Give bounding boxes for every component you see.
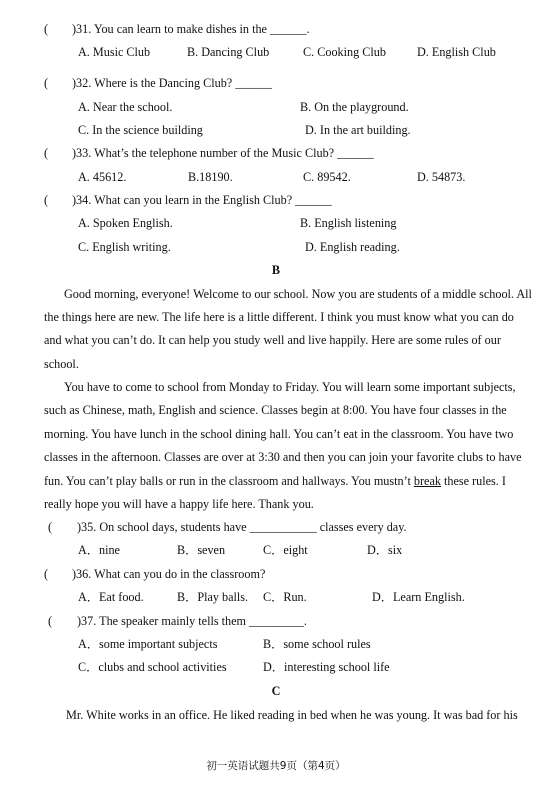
option-32-b: B. On the playground.	[300, 100, 409, 114]
option-35-b: B．seven	[177, 543, 226, 557]
option-32-c: C. In the science building	[78, 123, 203, 137]
option-31-d: D. English Club	[417, 45, 496, 59]
answer-paren-35: (	[48, 520, 53, 534]
option-34-b: B. English listening	[300, 216, 397, 230]
passage-b-line	[44, 474, 506, 488]
option-35-c: C．eight	[263, 543, 308, 557]
answer-paren-31: (	[44, 22, 49, 36]
option-34-a: A. Spoken English.	[78, 216, 173, 230]
option-34-c: C. English writing.	[78, 240, 171, 254]
passage-b-text: fun. You can’t play balls or run in the classroom and hallways. You mustn’t	[44, 474, 414, 488]
question-31-stem: )31. You can learn to make dishes in the ______.	[72, 22, 310, 36]
option-36-a: A．Eat food.	[78, 590, 144, 604]
option-37-c: C．clubs and school activities	[78, 660, 227, 674]
question-33-stem: )33. What’s the telephone number of the Music Club? ______	[72, 146, 374, 160]
section-heading-c: C	[271, 684, 281, 698]
passage-b-line: You have to come to school from Monday to Friday. You will learn some important subjects,	[64, 380, 516, 394]
passage-b-line: and what you can’t do. It can help you study well and live happily. Here are some rules of our	[44, 333, 501, 347]
answer-paren-34: (	[44, 193, 49, 207]
underlined-word-break: break	[413, 474, 441, 488]
question-34-stem: )34. What can you learn in the English Club? ______	[72, 193, 332, 207]
passage-b-line: classes in the afternoon. Classes are over at 3:30 and then you can join your favorite clubs to have	[44, 450, 522, 464]
page-footer: 初一英语试题共9页（第4页）	[206, 760, 346, 772]
passage-b-line: morning. You have lunch in the school dining hall. You can’t eat in the classroom. You have two	[44, 427, 514, 441]
option-33-c: C. 89542.	[303, 170, 351, 184]
option-36-d: D．Learn English.	[372, 590, 465, 604]
option-31-b: B. Dancing Club	[187, 45, 270, 59]
section-heading-b: B	[271, 263, 281, 277]
option-37-d: D．interesting school life	[263, 660, 390, 674]
option-32-a: A. Near the school.	[78, 100, 173, 114]
option-36-c: C．Run.	[263, 590, 307, 604]
option-36-b: B．Play balls.	[177, 590, 249, 604]
answer-paren-33: (	[44, 146, 49, 160]
option-37-a: A．some important subjects	[78, 637, 218, 651]
passage-b-line: Good morning, everyone! Welcome to our school. Now you are students of a middle school. All	[64, 287, 532, 301]
option-37-b: B．some school rules	[263, 637, 371, 651]
passage-b-line: school.	[44, 357, 79, 371]
option-34-d: D. English reading.	[305, 240, 400, 254]
question-35-stem: )35. On school days, students have ___________ classes every day.	[77, 520, 407, 534]
question-37-stem: )37. The speaker mainly tells them _________.	[77, 614, 307, 628]
option-31-c: C. Cooking Club	[303, 45, 386, 59]
option-31-a: A. Music Club	[78, 45, 151, 59]
answer-paren-37: (	[48, 614, 53, 628]
passage-b-line: really hope you will have a happy life here. Thank you.	[44, 497, 314, 511]
passage-b-line: such as Chinese, math, English and science. Classes begin at 8:00. You have four classes in the	[44, 403, 507, 417]
answer-paren-36: (	[44, 567, 49, 581]
option-33-b: B.18190.	[188, 170, 233, 184]
answer-paren-32: (	[44, 76, 49, 90]
option-35-a: A．nine	[78, 543, 120, 557]
option-33-d: D. 54873.	[417, 170, 466, 184]
question-32-stem: )32. Where is the Dancing Club? ______	[72, 76, 272, 90]
passage-b-text: these rules. I	[440, 474, 506, 488]
passage-c-line: Mr. White works in an office. He liked reading in bed when he was young. It was bad for his	[66, 708, 518, 722]
question-36-stem: )36. What can you do in the classroom?	[72, 567, 266, 581]
passage-b-line: the things here are new. The life here is a little different. I think you must know what you can do	[44, 310, 514, 324]
option-35-d: D．six	[367, 543, 403, 557]
option-33-a: A. 45612.	[78, 170, 127, 184]
option-32-d: D. In the art building.	[305, 123, 411, 137]
